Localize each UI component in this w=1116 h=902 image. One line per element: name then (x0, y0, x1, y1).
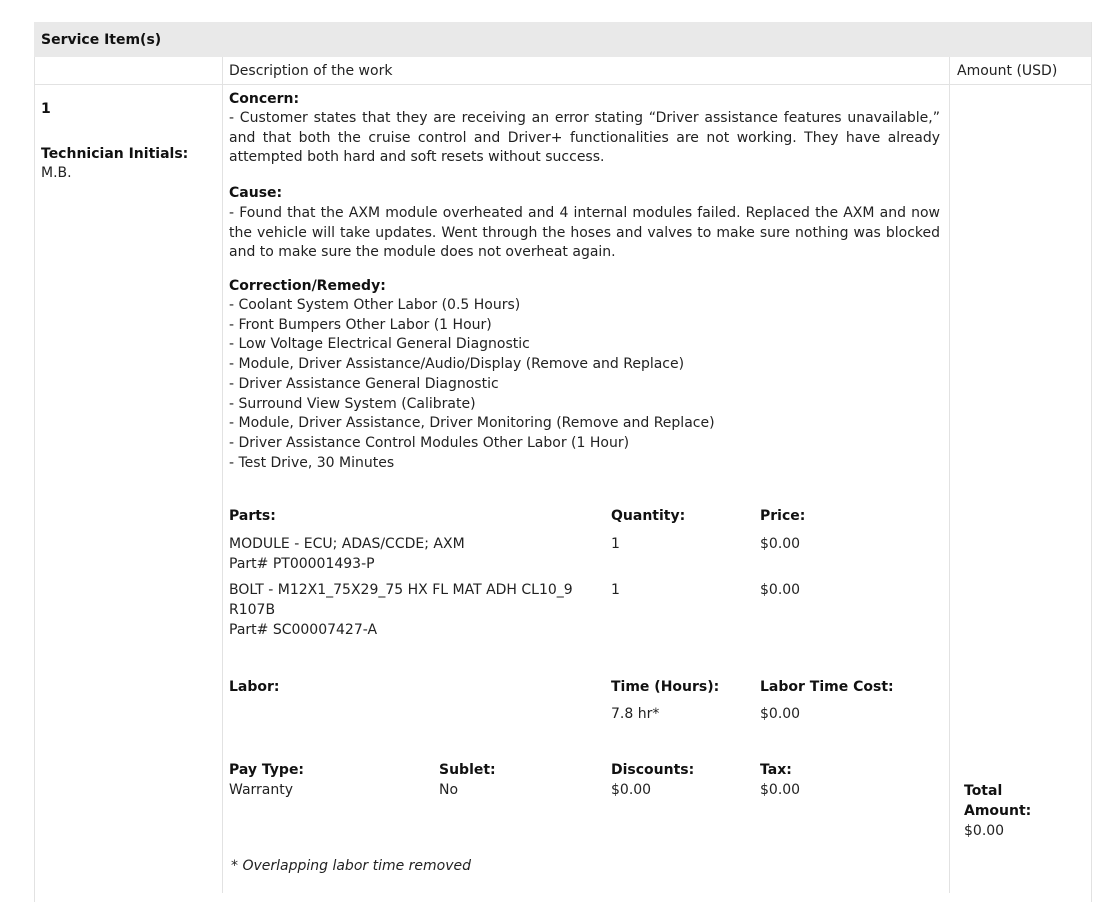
section-title: Service Item(s) (41, 32, 162, 48)
part-number: Part# SC00007427-A (229, 622, 378, 638)
correction-item: - Front Bumpers Other Labor (1 Hour) (229, 316, 492, 333)
correction-item: - Coolant System Other Labor (0.5 Hours) (229, 297, 521, 313)
labor-time-value: 7.8 hr* (611, 706, 660, 722)
part-number: Part# PT00001493-P (229, 556, 375, 572)
correction-list (229, 296, 715, 473)
tax-label: Tax: (760, 762, 792, 778)
correction-item: - Driver Assistance Control Modules Other Labor (1 Hour) (229, 434, 630, 451)
part-name: MODULE - ECU; ADAS/CCDE; AXM (229, 536, 465, 552)
sublet-value: No (439, 782, 459, 798)
price-header: Price: (760, 508, 806, 524)
pay-type-label: Pay Type: (229, 762, 305, 778)
labor-footnote: * Overlapping labor time removed (231, 858, 472, 874)
total-amount: $0.00 (964, 823, 1005, 839)
technician-initials: M.B. (41, 165, 72, 181)
sublet-label: Sublet: (439, 762, 496, 778)
labor-cost-value: $0.00 (760, 706, 801, 722)
correction-item: - Module, Driver Assistance/Audio/Display (Remove and Replace) (229, 356, 685, 373)
correction-item: - Driver Assistance General Diagnostic (229, 375, 499, 392)
correction-label: Correction/Remedy: (229, 278, 386, 294)
column-divider (222, 57, 223, 893)
section-header (34, 22, 1091, 57)
cause-label: Cause: (229, 185, 283, 201)
correction-item: - Surround View System (Calibrate) (229, 395, 476, 412)
part-quantity: 1 (611, 536, 620, 552)
amount-column-header: Amount (USD) (957, 63, 1058, 79)
total-label-continued: Amount: (964, 803, 1032, 819)
item-number: 1 (41, 101, 51, 117)
labor-label: Labor: (229, 679, 280, 695)
concern-label: Concern: (229, 91, 300, 107)
part-quantity: 1 (611, 582, 620, 598)
part-price: $0.00 (760, 536, 801, 552)
description-column-header: Description of the work (229, 63, 393, 79)
total-label: Total (964, 783, 1003, 799)
concern-text: - Customer states that they are receiving an error stating “Driver assistance features unavailable,” and that both the cruise control and Driver+ functionalities are not working. They have already attempted both hard and soft resets without success. (229, 110, 940, 166)
correction-item: - Test Drive, 30 Minutes (229, 454, 395, 471)
part-name: BOLT - M12X1_75X29_75 HX FL MAT ADH CL10_9 (229, 582, 573, 598)
tax-value: $0.00 (760, 782, 801, 798)
pay-type-value: Warranty (229, 782, 294, 798)
labor-cost-header: Labor Time Cost: (760, 679, 894, 695)
cause-text: - Found that the AXM module overheated and 4 internal modules failed. Replaced the AXM and now the vehicle will take updates. Went through the hoses and valves to make sure nothing was blocked and to make sure the module does not overheat again. (229, 205, 940, 261)
part-price: $0.00 (760, 582, 801, 598)
technician-label: Technician Initials: (41, 146, 189, 162)
discounts-value: $0.00 (611, 782, 652, 798)
labor-time-header: Time (Hours): (611, 679, 720, 695)
discounts-label: Discounts: (611, 762, 695, 778)
part-name-continued: R107B (229, 602, 276, 618)
quantity-header: Quantity: (611, 508, 686, 524)
parts-header: Parts: (229, 508, 276, 524)
column-divider (949, 57, 950, 893)
correction-item: - Module, Driver Assistance, Driver Monitoring (Remove and Replace) (229, 415, 715, 432)
header-row-divider (34, 84, 1091, 85)
correction-item: - Low Voltage Electrical General Diagnostic (229, 336, 530, 353)
